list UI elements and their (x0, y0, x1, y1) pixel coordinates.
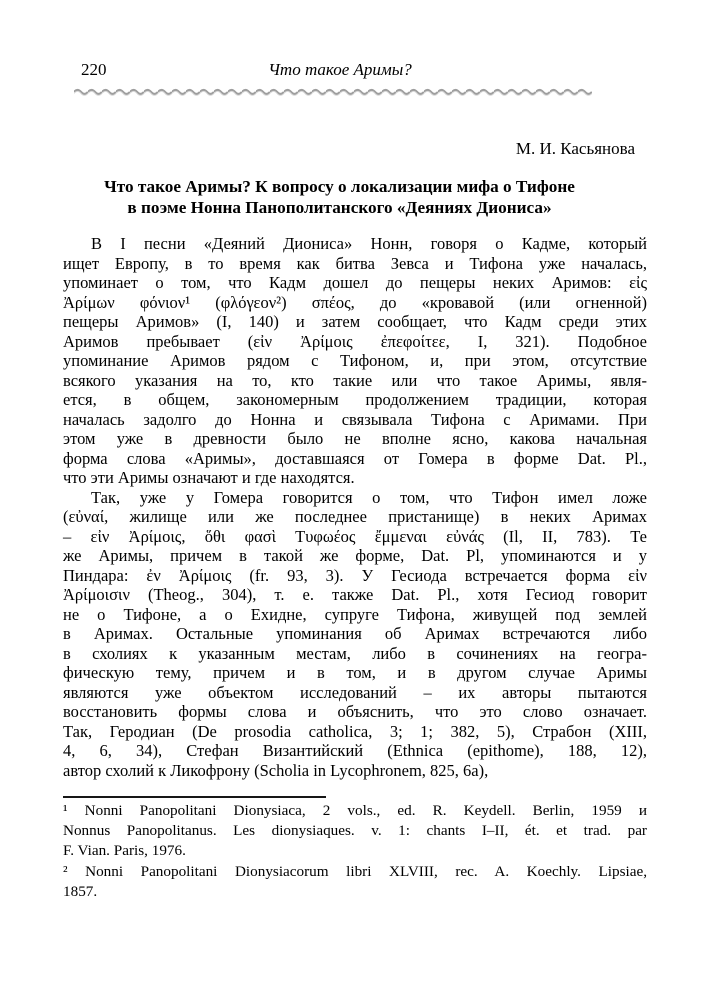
text-line: началась задолго до Нонна и связывала Тифона с Аримами. При (63, 409, 647, 429)
text-line: в Аримах. Остальные упоминания об Аримах встречаются либо (63, 624, 647, 643)
running-title: Что такое Аримы? (268, 60, 412, 79)
article-body (63, 234, 647, 780)
wave-ornament-icon (74, 87, 592, 97)
text-line: ется, в общем, закономерным продолжением традиции, которая (63, 390, 647, 409)
text-line: не о Тифоне, а о Ехидне, супруге Тифона, живущей под землей (63, 604, 647, 624)
text-line: ¹ Nonni Panopolitani Dionysiaca, 2 vols., ed. R. Keydell. Berlin, 1959 и (63, 802, 647, 819)
text-line: Пиндара: ἐν Ἀρίμοις (fr. 93, 3). У Гесиода встречается форма εἰν (63, 565, 647, 585)
text-line: в схолиях к указанным местам, либо в сочинениях на геогра- (63, 643, 647, 663)
text-line: пещеры Аримов» (I, 140) и затем сообщает, что Кадм среди этих (63, 312, 647, 331)
text-line: В I песни «Деяний Диониса» Нонн, говоря о Кадме, который (91, 234, 647, 253)
author-name: М. И. Касьянова (515, 139, 635, 158)
text-line: Ἀρίμοισιν (Theog., 304), т. е. также Dat. Pl., хотя Гесиод говорит (63, 585, 647, 604)
header-ornament-rule (74, 84, 592, 94)
text-line: что эти Аримы означают и где находятся. (63, 468, 355, 487)
text-line: восстановить формы слова и объяснить, что это слово означает. (63, 702, 647, 721)
footnote-separator (63, 796, 326, 798)
article-title-line1: Что такое Аримы? К вопросу о локализации мифа о Тифоне (104, 177, 575, 196)
text-line: F. Vian. Paris, 1976. (63, 842, 186, 860)
text-line: Аримов пребывает (εἰν Ἀρίμοις ἐπεφοίτεε, I, 321). Подобное (63, 331, 647, 351)
text-line: этом уже в древности было не вполне ясно, какова начальная (63, 429, 647, 448)
text-line: Ἀρίμων φόνιον¹ (φλόγεον²) σπέος, до «кровавой (или огненной) (63, 292, 647, 312)
text-line: ² Nonni Panopolitani Dionysiacorum libri XLVIII, rec. A. Koechly. Lipsiae, (63, 862, 647, 880)
page-number: 220 (81, 60, 107, 79)
footnote (63, 801, 647, 862)
text-line: фическую тему, причем и в том, и в другом случае Аримы (63, 663, 647, 682)
page-header (63, 60, 647, 80)
text-line: Так, уже у Гомера говорится о том, что Тифон имел ложе (91, 487, 647, 507)
text-line: упоминает о том, что Кадм дошел до пещеры неких Аримов: εἰς (63, 273, 647, 292)
paragraph (63, 488, 647, 781)
text-line: 1857. (63, 882, 98, 900)
text-line: – εἰν Ἀρίμοις, ὅθι φασὶ Τυφωέος ἔμμεναι εὐνάς (Il, II, 783). Те (63, 526, 647, 546)
text-line: автор схолий к Ликофрону (Scholia in Lycophronem, 825, 6a), (63, 760, 489, 780)
text-line: являются уже объектом исследований – их авторы пытаются (63, 682, 647, 702)
article-title (86, 176, 593, 218)
text-line: (εὐναί, жилище или же последнее пристанище) в неких Аримах (63, 507, 647, 526)
text-line: Nonnus Panopolitanus. Les dionysiaques. v. 1: chants I–II, ét. et trad. par (63, 822, 647, 840)
text-line: форма слова «Аримы», доставшаяся от Гомера в форме Dat. Pl., (63, 448, 647, 468)
footnotes (63, 801, 647, 902)
text-line: ищет Европу, в то время как битва Зевса и Тифона уже началась, (63, 253, 647, 273)
text-line: всякого указания на то, кто такие или что такое Аримы, явля- (63, 370, 647, 390)
text-line: Так, Геродиан (De prosodia catholica, 3; 1; 382, 5), Страбон (XIII, (63, 721, 647, 741)
text-line: упоминание Аримов рядом с Тифоном, и, при этом, отсутствие (63, 351, 647, 370)
footnote (63, 862, 647, 902)
article-title-line2: в поэме Нонна Панополитанского «Деяниях Диониса» (127, 198, 552, 217)
paragraph (63, 234, 647, 488)
text-line: же Аримы, причем в такой же форме, Dat. Pl, упоминаются и у (63, 546, 647, 565)
text-line: 4, 6, 34), Стефан Византийский (Ethnica (epithome), 188, 12), (63, 741, 647, 760)
